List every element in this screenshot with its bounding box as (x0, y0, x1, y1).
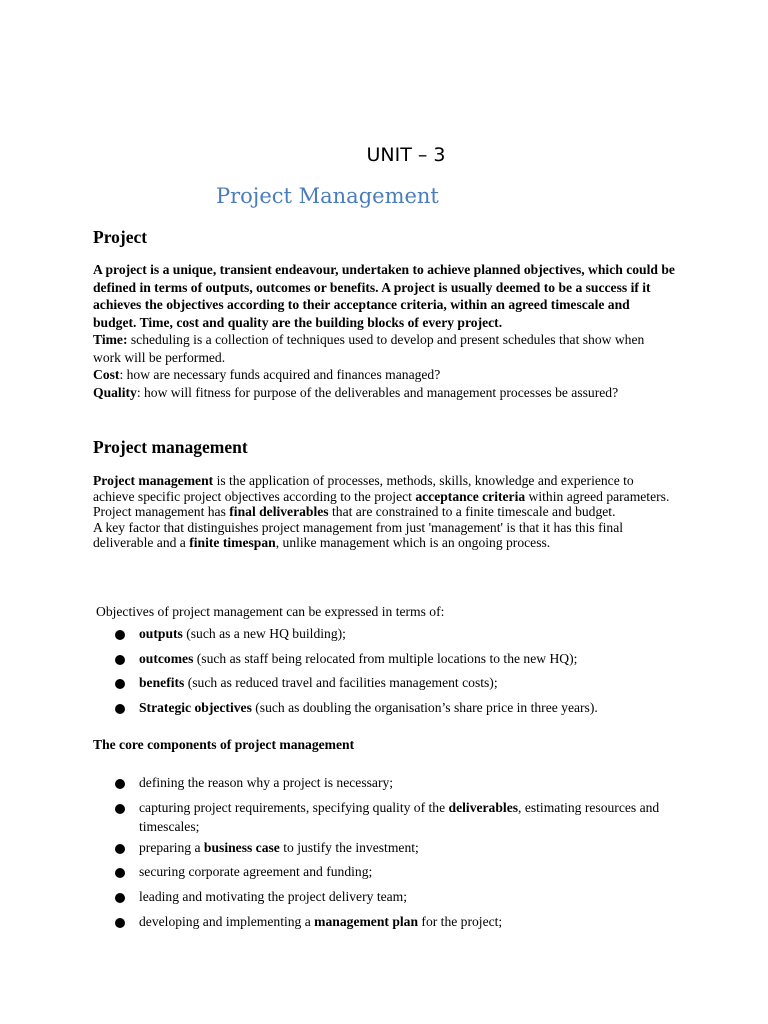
list-item (115, 698, 675, 718)
bullet-icon (115, 679, 125, 689)
item-bold: outcomes (139, 650, 194, 666)
unit-title: UNIT – 3 (366, 144, 446, 166)
project-management-paragraphs (93, 473, 675, 551)
list-item (115, 887, 675, 907)
pm-text: , unlike management which is an ongoing process. (275, 535, 551, 551)
objectives-list (115, 624, 675, 722)
pm-bold-text: acceptance criteria (415, 488, 526, 504)
definition-quality (93, 384, 675, 402)
list-item (115, 798, 675, 837)
bullet-icon (115, 655, 125, 665)
pm-paragraph-2 (93, 520, 675, 551)
item-bold: deliverables (448, 799, 519, 815)
item-bold: Strategic objectives (139, 699, 252, 715)
item-text: , estimating resources and timescales; (139, 799, 660, 835)
pm-bold-text: Project management (93, 473, 214, 488)
item-bold: outputs (139, 626, 183, 641)
item-text: (such as a new HQ building); (182, 626, 346, 641)
definition-label: Cost (93, 367, 120, 383)
pm-paragraph-1 (93, 473, 675, 520)
item-bold: benefits (139, 675, 185, 691)
section-heading-project-management: Project management (93, 437, 248, 457)
definition-text: : how will fitness for purpose of the deliverables and management processes be assured? (136, 384, 619, 400)
core-components-list (115, 773, 675, 936)
item-text: developing and implementing a (139, 913, 315, 929)
definition-label: Quality (93, 384, 137, 400)
item-text: defining the reason why a project is necessary; (139, 775, 394, 790)
definition-label: Time: (93, 332, 128, 347)
list-item (115, 912, 675, 932)
item-text: securing corporate agreement and funding; (139, 864, 373, 880)
objectives-intro: Objectives of project management can be expressed in terms of: (96, 604, 445, 619)
bullet-icon (115, 844, 125, 854)
bullet-icon (115, 868, 125, 878)
item-text: (such as staff being relocated from multiple locations to the new HQ); (193, 650, 578, 666)
pm-text: within agreed parameters. Project management has (93, 488, 670, 520)
pm-text: A key factor that distinguishes project management from just 'management' is that it has this final deliverable and a (93, 519, 624, 551)
item-text: leading and motivating the project delivery team; (139, 888, 408, 904)
item-text: capturing project requirements, specifying quality of the (139, 799, 449, 815)
pm-bold-text: final deliverables (229, 504, 329, 520)
bullet-icon (115, 918, 125, 928)
pm-text: that are constrained to a finite timescale and budget. (328, 504, 616, 520)
page-title: Project Management (216, 184, 439, 208)
item-text: (such as doubling the organisation’s share price in three years). (251, 699, 598, 715)
core-components-heading: The core components of project management (93, 737, 355, 752)
item-bold: business case (203, 839, 280, 855)
definition-time (93, 331, 675, 366)
bullet-icon (115, 779, 125, 789)
list-item (115, 624, 675, 644)
definition-text: scheduling is a collection of techniques used to develop and present schedules that show when work will be performed. (93, 332, 645, 365)
definition-text: : how are necessary funds acquired and finances managed? (119, 367, 441, 383)
bullet-icon (115, 630, 125, 640)
pm-bold-text: finite timespan (189, 535, 276, 551)
item-bold: management plan (314, 913, 419, 929)
project-intro-paragraph: A project is a unique, transient endeavour, undertaken to achieve planned objectives, which could be defined in terms of outputs, outcomes or benefits. A project is usually deemed to be a success if it achieves the objectives according to their acceptance criteria, within an agreed timescale and budget. Time, cost and quality are the building blocks of every project. (93, 262, 675, 330)
bullet-icon (115, 893, 125, 903)
item-text: (such as reduced travel and facilities management costs); (184, 675, 498, 691)
definition-cost (93, 366, 675, 384)
list-item (115, 673, 675, 693)
bullet-icon (115, 704, 125, 714)
bullet-icon (115, 804, 125, 814)
pm-text: is the application of processes, methods, skills, knowledge and experience to achieve specific project objectives according to the project (93, 473, 634, 504)
list-item (115, 862, 675, 882)
section-heading-project: Project (93, 227, 148, 247)
item-text: preparing a (139, 839, 204, 855)
item-text: to justify the investment; (279, 839, 419, 855)
list-item (115, 773, 675, 793)
list-item (115, 838, 675, 858)
item-text: for the project; (418, 913, 503, 929)
project-definitions (93, 331, 675, 401)
list-item (115, 649, 675, 669)
